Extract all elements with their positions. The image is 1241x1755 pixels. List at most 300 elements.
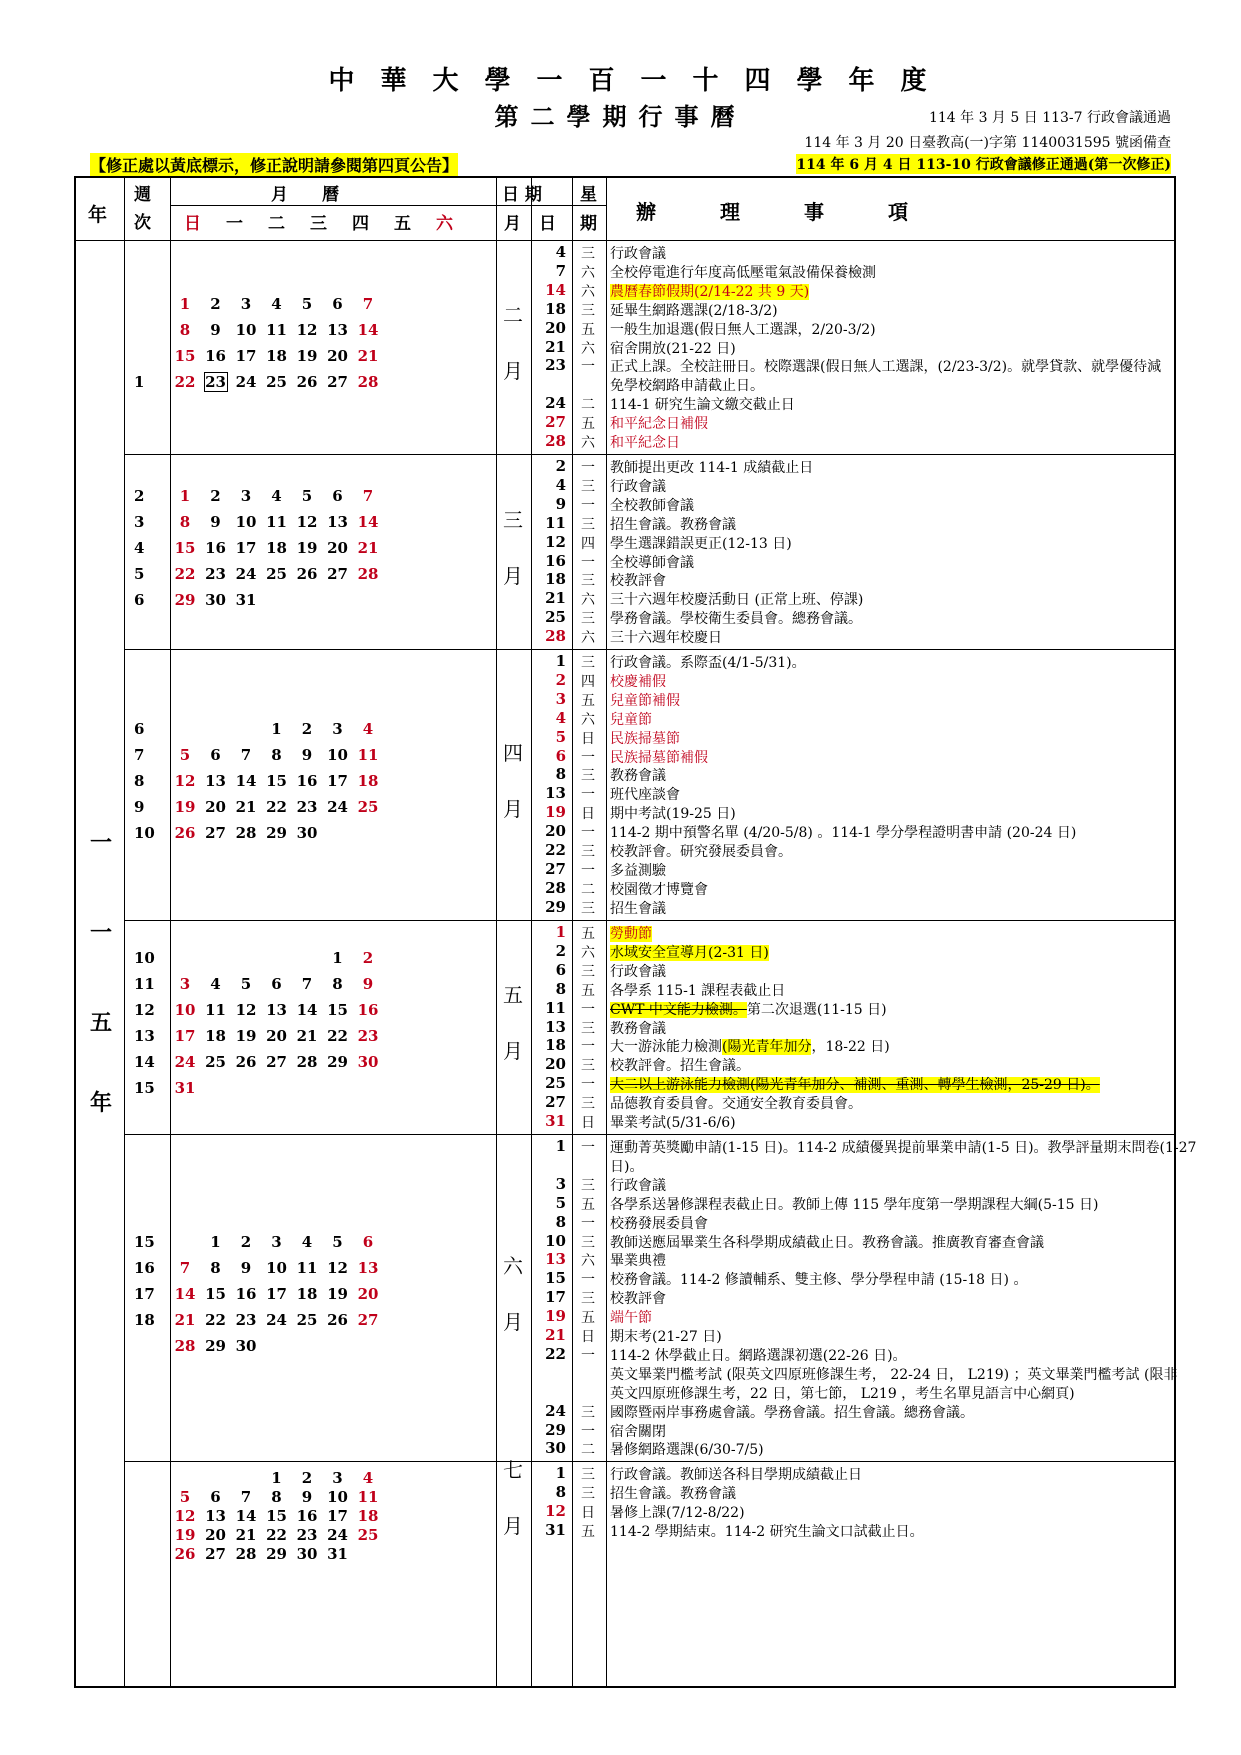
event-weekday: 六 [581, 711, 595, 728]
event-day: 22 [545, 1344, 566, 1363]
calendar-day: 21 [296, 1027, 318, 1045]
calendar-day: 15 [327, 1001, 348, 1019]
event-day: 7 [555, 261, 566, 280]
calendar-day: 27 [357, 1310, 379, 1329]
calendar-day: 29 [327, 1053, 348, 1071]
event-text: 教師送應屆畢業生各科學期成績截止日。教務會議。推廣教育審查會議 [610, 1234, 1044, 1251]
calendar-day: 25 [296, 1310, 318, 1329]
calendar-day: 16 [296, 771, 318, 790]
calendar-day: 20 [205, 797, 226, 816]
calendar-day: 23 [296, 797, 318, 816]
event-weekday: 日 [581, 806, 595, 823]
event-day: 2 [555, 670, 566, 689]
event-text: 水域安全宣導月(2-31 日) [610, 944, 769, 961]
calendar-day: 25 [357, 1526, 379, 1544]
month-divider [124, 1134, 1174, 1135]
event-day: 20 [545, 822, 566, 841]
event-text: 民族掃墓節補假 [610, 749, 708, 766]
month-divider [124, 649, 1174, 650]
calendar-day: 30 [357, 1053, 379, 1071]
calendar-day: 30 [296, 1545, 318, 1563]
event-text: 農曆春節假期(2/14-22 共 9 天) [610, 283, 810, 300]
event-weekday: 三 [581, 516, 595, 533]
calendar-day: 31 [174, 1079, 196, 1097]
month-divider [124, 1461, 1174, 1462]
event-text: 114-1 研究生論文繳交截止日 [610, 397, 795, 414]
calendar-day: 16 [357, 1001, 379, 1019]
calendar-day: 24 [327, 1526, 348, 1544]
event-day: 4 [555, 475, 566, 494]
calendar-day: 6 [332, 486, 343, 505]
event-weekday: 六 [581, 340, 595, 357]
week-number: 10 [134, 823, 155, 842]
calendar-day: 28 [235, 823, 257, 842]
calendar-day: 20 [357, 1284, 379, 1303]
column-divider [496, 178, 497, 1686]
calendar-day: 28 [357, 373, 379, 391]
event-weekday: 三 [581, 844, 595, 860]
calendar-day: 16 [205, 347, 226, 365]
event-text: 暑修網路選課(6/30-7/5) [610, 1442, 764, 1459]
weekday-label-6: 六 [436, 214, 453, 234]
calendar-day: 23 [205, 373, 226, 391]
page-title: 中華大學一百一十四學年度 [328, 66, 953, 96]
calendar-day: 6 [210, 1488, 221, 1506]
month-name: 月 [503, 1309, 523, 1334]
event-day: 25 [545, 1074, 566, 1093]
date-month-header: 月 [504, 214, 521, 234]
calendar-day: 9 [210, 321, 221, 339]
week-number: 4 [134, 538, 145, 557]
calendar-day: 3 [179, 975, 191, 993]
calendar-day: 28 [296, 1053, 318, 1071]
year-label-char: 一 [90, 830, 113, 856]
event-text: 校慶補假 [610, 673, 666, 690]
calendar-day: 28 [357, 564, 379, 583]
weekday-label-2: 二 [268, 214, 285, 234]
event-text: 行政會議。系際盃(4/1-5/31)。 [610, 655, 806, 671]
event-text: 教務會議 [610, 1020, 666, 1037]
event-weekday: 一 [581, 359, 595, 376]
event-text: 學務會議。學校衛生委員會。總務會議。 [610, 611, 862, 628]
week-number: 10 [134, 949, 155, 967]
calendar-day: 10 [266, 1258, 287, 1277]
event-weekday: 五 [581, 926, 595, 942]
calendar-day: 1 [332, 949, 343, 967]
calendar-day: 2 [210, 295, 221, 313]
event-weekday: 三 [581, 1096, 595, 1113]
event-text: 端午節 [610, 1310, 652, 1327]
calendar-day: 23 [205, 564, 226, 583]
week-number: 3 [134, 512, 145, 531]
event-weekday: 一 [581, 1140, 595, 1156]
calendar-day: 10 [327, 745, 348, 764]
calendar-day: 12 [296, 321, 318, 339]
event-text: 宿舍關閉 [610, 1423, 666, 1440]
calendar-day: 21 [235, 797, 257, 816]
calendar-day: 27 [327, 564, 348, 583]
calendar-day: 31 [235, 590, 257, 609]
calendar-day: 3 [332, 1469, 343, 1487]
week-header-top: 週 [134, 185, 151, 205]
calendar-day: 17 [327, 771, 348, 790]
calendar-day: 7 [362, 295, 374, 313]
event-text: 英文四原班修課生考，22 日，第七節， L219 ，考生名單見語言中心網頁) [610, 1385, 1075, 1402]
calendar-day: 19 [174, 797, 196, 816]
calendar-day: 1 [271, 719, 282, 738]
calendar-day: 20 [327, 538, 348, 557]
event-weekday: 一 [581, 1039, 595, 1056]
event-weekday: 六 [581, 1253, 595, 1270]
week-number: 18 [134, 1310, 155, 1329]
calendar-day: 31 [327, 1545, 348, 1563]
month-name: 四 [503, 740, 523, 765]
calendar-day: 5 [332, 1232, 343, 1251]
calendar-day: 26 [174, 1545, 196, 1563]
month-divider [124, 920, 1174, 921]
calendar-day: 12 [296, 512, 318, 531]
week-number: 15 [134, 1079, 155, 1097]
event-day: 18 [545, 1036, 566, 1055]
event-weekday: 三 [581, 1404, 595, 1421]
event-weekday: 三 [581, 768, 595, 785]
event-text: 行政會議 [610, 246, 666, 262]
revision-notice: 【修正處以黃底標示，修正說明請參閱第四頁公告】 [90, 153, 458, 176]
calendar-day: 3 [332, 719, 343, 738]
calendar-day: 8 [179, 512, 191, 531]
event-weekday: 一 [581, 554, 595, 571]
calendar-day: 17 [174, 1027, 196, 1045]
event-day: 18 [545, 299, 566, 318]
calendar-day: 29 [205, 1336, 226, 1355]
event-day: 2 [555, 941, 566, 960]
event-text: 校教評會。招生會議。 [610, 1058, 750, 1075]
event-text: 校務發展委員會 [610, 1215, 708, 1232]
event-text: 品德教育委員會。交通安全教育委員會。 [610, 1096, 862, 1113]
approval-note-2: 114 年 3 月 20 日臺教高(一)字第 1140031595 號函備查 [804, 135, 1171, 151]
calendar-day: 15 [266, 1507, 287, 1525]
month-name: 六 [503, 1253, 523, 1278]
calendar-day: 13 [327, 512, 348, 531]
calendar-day: 4 [301, 1232, 313, 1251]
event-text: 全校教師會議 [610, 497, 694, 514]
date-day-header: 日 [539, 214, 556, 234]
event-text: 民族掃墓節 [610, 730, 680, 747]
event-text: 英文畢業門檻考試 (限英文四原班修課生考， 22-24 日， L219) ；英文畢業門檻考試 (限非 [610, 1366, 1178, 1383]
week-number: 6 [134, 719, 145, 738]
event-weekday: 三 [581, 246, 595, 262]
calendar-day: 12 [174, 771, 196, 790]
calendar-day: 2 [240, 1232, 252, 1251]
calendar-header: 月 曆 [271, 185, 339, 205]
calendar-day: 5 [301, 486, 313, 505]
event-text: 畢業典禮 [610, 1253, 666, 1270]
calendar-day: 28 [174, 1336, 196, 1355]
event-day: 20 [545, 318, 566, 337]
event-weekday: 六 [581, 435, 595, 451]
calendar-day: 27 [205, 823, 226, 842]
calendar-day: 9 [240, 1258, 252, 1277]
calendar-day: 30 [205, 590, 226, 609]
event-text: 三十六週年校慶日 [610, 630, 722, 647]
event-weekday: 一 [581, 787, 595, 804]
month-name: 五 [503, 983, 523, 1007]
event-weekday: 二 [581, 397, 595, 414]
calendar-day: 22 [266, 1526, 287, 1544]
calendar-day: 1 [179, 295, 191, 313]
event-weekday: 一 [581, 1347, 595, 1364]
event-weekday: 六 [581, 283, 595, 300]
month-name: 二 [503, 303, 523, 327]
event-text: 行政會議。教師送各科目學期成績截止日 [610, 1467, 862, 1483]
event-weekday: 三 [581, 1485, 595, 1502]
event-weekday: 五 [581, 1310, 595, 1327]
calendar-day: 4 [362, 719, 374, 738]
event-text: 正式上課。全校註冊日。校際選課(假日無人工選課，(2/23-3/2)。就學貸款、就學優待減 [610, 359, 1162, 376]
month-name: 月 [503, 1039, 523, 1063]
calendar-day: 4 [271, 295, 282, 313]
calendar-day: 18 [296, 1284, 318, 1303]
calendar-day: 3 [271, 1232, 282, 1251]
event-day: 13 [545, 1250, 566, 1269]
event-text: 各學系送暑修課程表截止日。教師上傳 115 學年度第一學期課程大綱(5-15 日) [610, 1196, 1099, 1213]
calendar-day: 9 [301, 1488, 313, 1506]
event-day: 31 [545, 1520, 566, 1539]
calendar-day: 14 [235, 1507, 257, 1525]
calendar-day: 13 [357, 1258, 379, 1277]
calendar-day: 4 [271, 486, 282, 505]
event-text: 招生會議。教務會議 [610, 516, 736, 533]
calendar-day: 7 [240, 745, 252, 764]
event-weekday: 三 [581, 1467, 595, 1483]
event-text: 大二以上游泳能力檢測(陽光青年加分、補測、重測、轉學生檢測，25-29 日)。 [610, 1077, 1100, 1094]
calendar-day: 5 [301, 295, 313, 313]
event-day: 23 [545, 356, 566, 375]
calendar-day: 19 [296, 347, 318, 365]
event-weekday: 日 [581, 1329, 595, 1345]
event-weekday: 一 [581, 497, 595, 514]
calendar-day: 12 [174, 1507, 196, 1525]
event-text: 免學校網路申請截止日。 [610, 378, 764, 395]
calendar-day: 12 [327, 1258, 348, 1277]
event-day: 24 [545, 394, 566, 413]
event-day: 13 [545, 1017, 566, 1036]
event-text: 教師提出更改 114-1 成績截止日 [610, 460, 814, 476]
calendar-day: 7 [301, 975, 313, 993]
calendar-day: 21 [357, 347, 379, 365]
week-number: 12 [134, 1001, 155, 1019]
event-day: 19 [545, 1307, 566, 1326]
event-text: 班代座談會 [610, 787, 680, 804]
calendar-day: 20 [327, 347, 348, 365]
calendar-day: 6 [210, 745, 221, 764]
event-day: 8 [555, 765, 566, 784]
event-weekday: 一 [581, 1077, 595, 1094]
calendar-day: 6 [271, 975, 282, 993]
calendar-day: 28 [235, 1545, 257, 1563]
calendar-day: 18 [266, 538, 287, 557]
calendar-day: 20 [205, 1526, 226, 1544]
calendar-day: 4 [210, 975, 221, 993]
weekday-header-top: 星 [580, 185, 597, 205]
event-text: 一般生加退選(假日無人工選課，2/20-3/2) [610, 321, 876, 338]
event-day: 8 [555, 1212, 566, 1231]
event-weekday: 一 [581, 1215, 595, 1232]
calendar-day: 8 [179, 321, 191, 339]
calendar-day: 26 [296, 564, 318, 583]
calendar-day: 27 [327, 373, 348, 391]
weekday-label-4: 四 [352, 214, 369, 234]
event-text: 全校停電進行年度高低壓電氣設備保養檢測 [610, 264, 876, 281]
event-day: 4 [555, 243, 566, 261]
calendar-day: 15 [174, 347, 196, 365]
event-weekday: 一 [581, 825, 595, 842]
calendar-day: 14 [296, 1001, 318, 1019]
event-day: 25 [545, 608, 566, 627]
calendar-day: 1 [179, 486, 191, 505]
calendar-day: 11 [357, 1488, 379, 1506]
event-text: 三十六週年校慶活動日 (正常上班、停課) [610, 592, 864, 609]
calendar-day: 5 [179, 745, 191, 764]
calendar-day: 7 [362, 486, 374, 505]
event-weekday: 三 [581, 478, 595, 495]
event-day: 29 [545, 1420, 566, 1439]
month-name: 三 [503, 507, 523, 532]
calendar-day: 9 [301, 745, 313, 764]
calendar-table [74, 176, 1197, 1688]
calendar-day: 22 [174, 373, 196, 391]
event-weekday: 三 [581, 302, 595, 319]
event-day: 21 [545, 1326, 566, 1344]
calendar-day: 9 [362, 975, 374, 993]
calendar-day: 24 [266, 1310, 287, 1329]
week-number: 14 [134, 1053, 155, 1071]
month-name: 月 [503, 796, 523, 821]
calendar-day: 27 [205, 1545, 226, 1563]
calendar-day: 22 [205, 1310, 226, 1329]
calendar-day: 7 [179, 1258, 191, 1277]
event-text: 暑修上課(7/12-8/22) [610, 1504, 745, 1521]
page-subtitle: 第二學期行事曆 [494, 102, 747, 131]
calendar-day: 19 [296, 538, 318, 557]
event-text: 行政會議 [610, 1177, 666, 1194]
calendar-day: 15 [266, 771, 287, 790]
calendar-day: 24 [174, 1053, 196, 1071]
calendar-day: 16 [296, 1507, 318, 1525]
event-text: 招生會議。教務會議 [610, 1485, 736, 1502]
week-number: 1 [134, 373, 145, 391]
calendar-day: 7 [240, 1488, 252, 1506]
calendar-day: 10 [327, 1488, 348, 1506]
month-name: 月 [503, 1514, 523, 1538]
calendar-day: 14 [235, 771, 257, 790]
event-weekday: 五 [581, 321, 595, 338]
calendar-day: 10 [174, 1001, 196, 1019]
calendar-day: 13 [327, 321, 348, 339]
week-number: 8 [134, 771, 145, 790]
month-name: 月 [503, 359, 523, 383]
calendar-day: 24 [327, 797, 348, 816]
event-text: 國際暨兩岸事務處會議。學務會議。招生會議。總務會議。 [610, 1404, 974, 1421]
event-day: 4 [555, 708, 566, 727]
event-day: 2 [555, 457, 566, 475]
week-number: 6 [134, 590, 145, 609]
calendar-day: 6 [332, 295, 343, 313]
event-weekday: 三 [581, 1291, 595, 1308]
calendar-day: 4 [362, 1469, 374, 1487]
calendar-day: 25 [357, 797, 379, 816]
calendar-day: 10 [235, 321, 257, 339]
calendar-day: 24 [235, 564, 257, 583]
event-weekday: 三 [581, 963, 595, 980]
calendar-day: 11 [266, 321, 287, 339]
event-weekday: 六 [581, 592, 595, 609]
event-text: 各學系 115-1 課程表截止日 [610, 982, 786, 999]
week-number: 13 [134, 1027, 155, 1045]
event-weekday: 日 [581, 1504, 595, 1521]
event-day: 8 [555, 1482, 566, 1501]
event-text: 和平紀念日補假 [610, 416, 708, 433]
calendar-day: 8 [271, 745, 282, 764]
calendar-day: 17 [327, 1507, 348, 1525]
calendar-day: 1 [210, 1232, 221, 1251]
event-weekday: 日 [581, 1115, 595, 1131]
calendar-day: 23 [235, 1310, 257, 1329]
event-weekday: 三 [581, 1234, 595, 1251]
calendar-day: 11 [357, 745, 379, 764]
column-divider [531, 178, 532, 1686]
event-day: 31 [545, 1112, 566, 1130]
event-text: 114-2 休學截止日。網路選課初選(22-26 日)。 [610, 1347, 907, 1364]
event-weekday: 二 [581, 881, 595, 898]
column-divider [124, 178, 125, 1686]
event-day: 21 [545, 589, 566, 608]
column-divider [170, 178, 171, 1686]
event-day: 28 [545, 432, 566, 450]
event-text: 運動菁英獎勵申請(1-15 日)。114-2 成績優異提前畢業申請(1-5 日)。教學評量期末問卷(1-27 [610, 1140, 1197, 1156]
event-text: 校務會議。114-2 修讀輔系、雙主修、學分學程申請 (15-18 日) 。 [610, 1272, 1028, 1289]
calendar-day: 14 [357, 321, 379, 339]
event-weekday: 三 [581, 655, 595, 671]
event-weekday: 六 [581, 630, 595, 647]
approval-note-3: 114 年 6 月 4 日 113-10 行政會議修正通過(第一次修正) [796, 154, 1171, 174]
event-day: 12 [545, 1501, 566, 1520]
event-weekday: 六 [581, 264, 595, 281]
calendar-day: 29 [266, 1545, 287, 1563]
event-text: 校教評會 [610, 573, 666, 590]
event-day: 11 [545, 998, 566, 1017]
week-number: 17 [134, 1284, 155, 1303]
approval-note-1: 114 年 3 月 5 日 113-7 行政會議通過 [928, 110, 1171, 126]
event-text: 114-2 期中預警名單 (4/20-5/8) 。114-1 學分學程證明書申請 (20-24 日) [610, 825, 1077, 842]
calendar-day: 12 [235, 1001, 257, 1019]
event-day: 14 [545, 280, 566, 299]
event-day: 13 [545, 784, 566, 803]
event-day: 18 [545, 570, 566, 589]
event-text: 大一游泳能力檢測(陽光青年加分，18-22 日) [610, 1039, 890, 1056]
calendar-day: 18 [205, 1027, 226, 1045]
calendar-day: 22 [266, 797, 287, 816]
event-day: 17 [545, 1288, 566, 1307]
calendar-day: 18 [266, 347, 287, 365]
event-weekday: 一 [581, 1423, 595, 1440]
event-day: 27 [545, 413, 566, 432]
event-text: CWT 中文能力檢測。第二次退選(11-15 日) [610, 1001, 887, 1018]
event-day: 5 [555, 727, 566, 746]
event-day: 20 [545, 1055, 566, 1074]
event-day: 29 [545, 897, 566, 916]
event-day: 3 [555, 689, 566, 708]
